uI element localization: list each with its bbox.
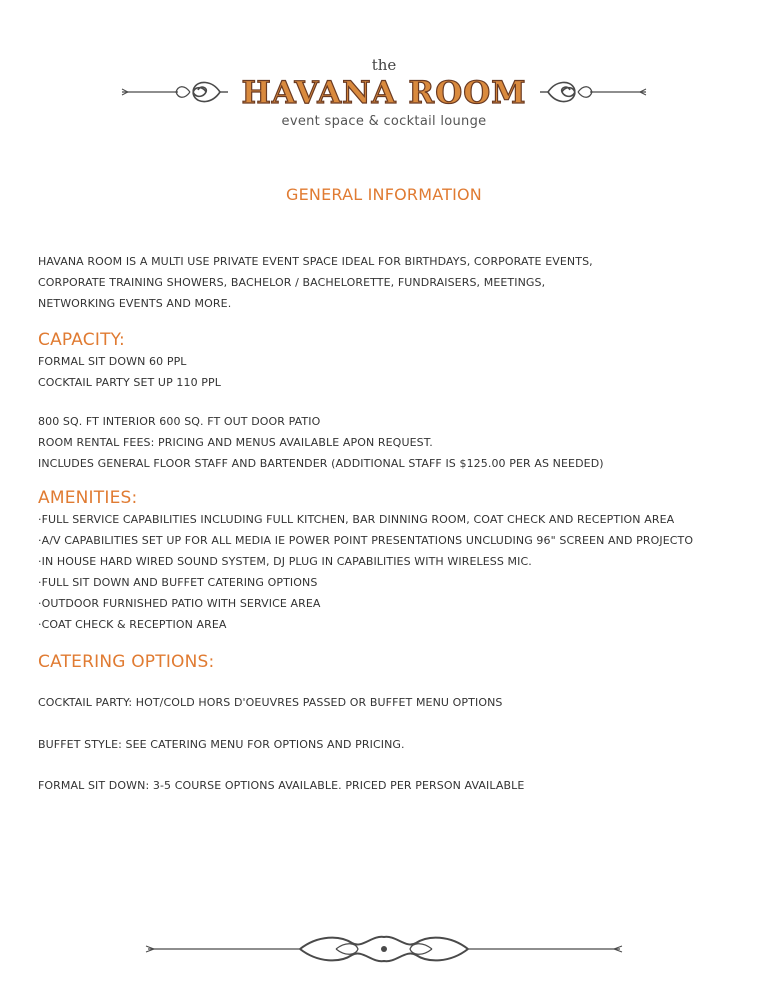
amenity-item: ·A/V CAPABILITIES SET UP FOR ALL MEDIA IE POWER POINT PRESENTATIONS UNCLUDING 96" SCREEN AND PROJECTO <box>38 534 694 547</box>
catering-item-3 <box>38 775 766 796</box>
catering-heading: CATERING OPTIONS: <box>38 652 215 672</box>
logo-the-text: the <box>371 56 397 74</box>
catering-item: BUFFET STYLE: SEE CATERING MENU FOR OPTIONS AND PRICING. <box>38 738 405 751</box>
logo-wordmark: HAVANA ROOM <box>241 75 527 111</box>
header-logo <box>0 50 768 140</box>
amenity-item: ·OUTDOOR FURNISHED PATIO WITH SERVICE AREA <box>38 597 321 610</box>
catering-item-2 <box>38 734 766 755</box>
page-title: GENERAL INFORMATION <box>286 185 482 204</box>
amenities-heading: AMENITIES: <box>38 488 138 508</box>
details-line: 800 SQ. FT INTERIOR 600 SQ. FT OUT DOOR PATIO <box>38 415 321 428</box>
intro-paragraph <box>38 251 766 314</box>
capacity-heading: CAPACITY: <box>38 330 125 350</box>
catering-item: FORMAL SIT DOWN: 3-5 COURSE OPTIONS AVAILABLE. PRICED PER PERSON AVAILABLE <box>38 779 525 792</box>
intro-line: NETWORKING EVENTS AND MORE. <box>38 297 232 310</box>
logo-tagline: event space & cocktail lounge <box>281 114 487 129</box>
capacity-section <box>38 329 766 393</box>
intro-line: HAVANA ROOM IS A MULTI USE PRIVATE EVENT SPACE IDEAL FOR BIRTHDAYS, CORPORATE EVENTS, <box>38 255 593 268</box>
catering-item: COCKTAIL PARTY: HOT/COLD HORS D'OEUVRES PASSED OR BUFFET MENU OPTIONS <box>38 696 503 709</box>
bottom-ornament-icon <box>0 925 768 975</box>
details-line: ROOM RENTAL FEES: PRICING AND MENUS AVAILABLE APON REQUEST. <box>38 436 433 449</box>
catering-section <box>38 651 766 673</box>
catering-item-1 <box>38 692 766 713</box>
details-line: INCLUDES GENERAL FLOOR STAFF AND BARTENDER (ADDITIONAL STAFF IS $125.00 PER AS NEEDED) <box>38 457 604 470</box>
capacity-line: COCKTAIL PARTY SET UP 110 PPL <box>38 376 221 389</box>
intro-line: CORPORATE TRAINING SHOWERS, BACHELOR / BACHELORETTE, FUNDRAISERS, MEETINGS, <box>38 276 546 289</box>
details-section <box>38 411 766 474</box>
amenities-section <box>38 487 766 635</box>
amenity-item: ·IN HOUSE HARD WIRED SOUND SYSTEM, DJ PLUG IN CAPABILITIES WITH WIRELESS MIC. <box>38 555 532 568</box>
amenity-item: ·COAT CHECK & RECEPTION AREA <box>38 618 227 631</box>
capacity-line: FORMAL SIT DOWN 60 PPL <box>38 355 187 368</box>
amenity-item: ·FULL SIT DOWN AND BUFFET CATERING OPTIONS <box>38 576 318 589</box>
amenity-item: ·FULL SERVICE CAPABILITIES INCLUDING FULL KITCHEN, BAR DINNING ROOM, COAT CHECK AND RECEPTION AREA <box>38 513 675 526</box>
